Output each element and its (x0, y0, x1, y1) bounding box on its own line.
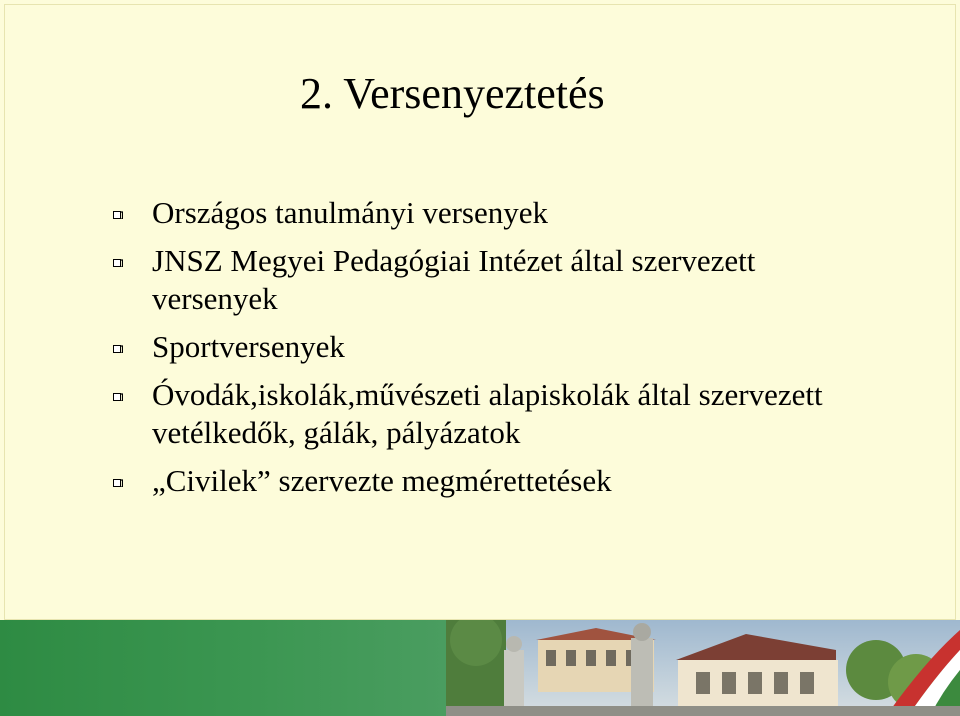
bullet-text: Sportversenyek (152, 329, 345, 364)
bullet-text: Óvodák,iskolák,művészeti alapiskolák által szervezett vetélkedők, gálák, pályázatok (152, 377, 823, 450)
hollow-square-bullet-icon (113, 209, 123, 219)
hollow-square-bullet-icon (113, 477, 123, 487)
footer-town-photo (446, 620, 960, 716)
hollow-square-bullet-icon (113, 343, 123, 353)
bullet-item (108, 242, 888, 318)
bullet-list (108, 194, 888, 510)
footer-green-band (0, 620, 446, 716)
bullet-item (108, 376, 888, 452)
bullet-text: „Civilek” szervezte megmérettetések (152, 463, 612, 498)
bullet-item (108, 462, 888, 500)
slide-title: 2. Versenyeztetés (300, 69, 605, 118)
bullet-text: JNSZ Megyei Pedagógiai Intézet által szervezett versenyek (152, 243, 756, 316)
bullet-item (108, 194, 888, 232)
hollow-square-bullet-icon (113, 391, 123, 401)
bullet-item (108, 328, 888, 366)
bullet-text: Országos tanulmányi versenyek (152, 195, 548, 230)
footer-banner (0, 620, 960, 716)
hollow-square-bullet-icon (113, 257, 123, 267)
